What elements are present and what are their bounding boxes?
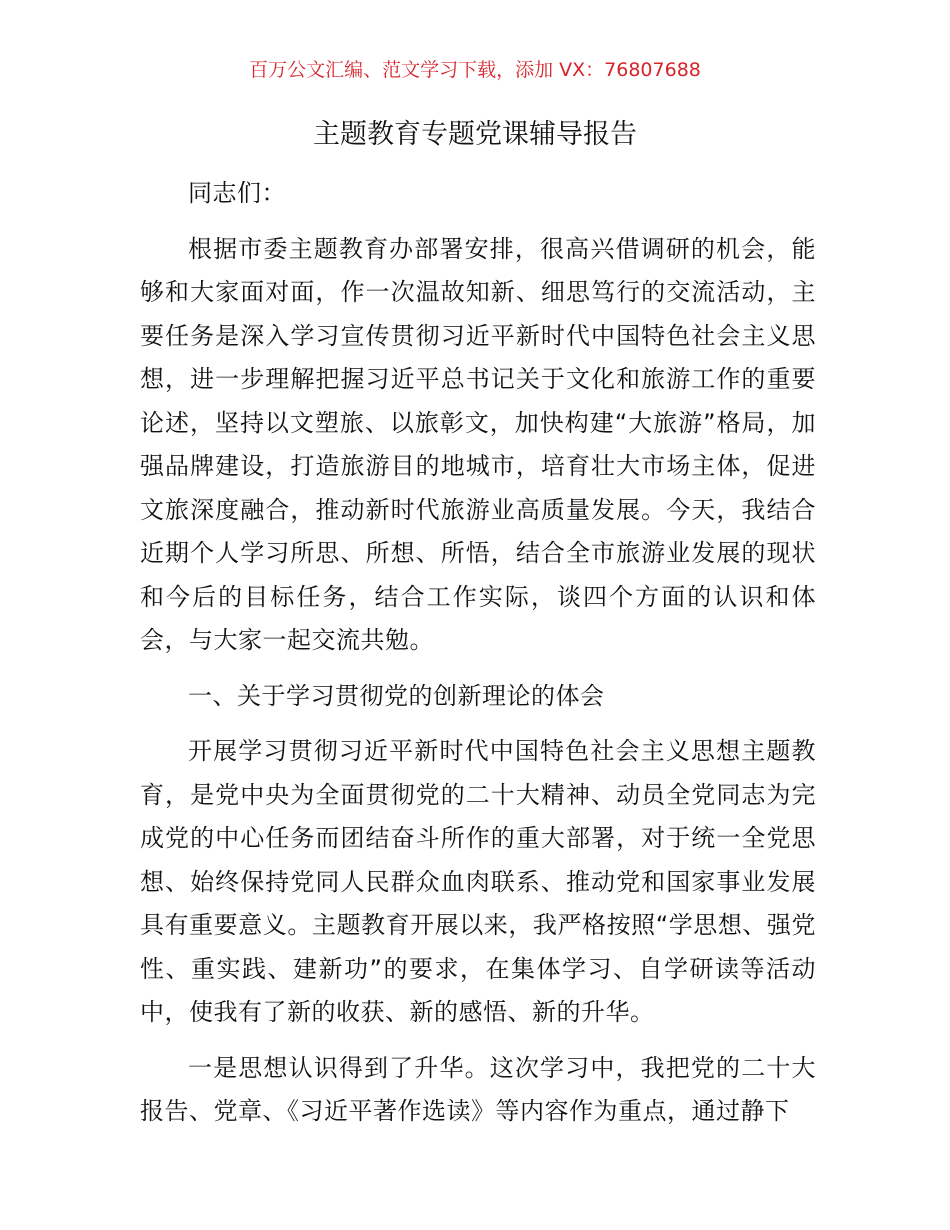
watermark-header: 百万公文汇编、范文学习下载，添加 VX：76807688 [249,59,701,81]
paragraph-point-1: 一是思想认识得到了升华。这次学习中，我把党的二十大报告、党章、《习近平著作选读》等内容作为重点，通过静下 [140,1053,816,1125]
paragraph-intro: 根据市委主题教育办部署安排，很高兴借调研的机会，能够和大家面对面，作一次温故知新、细思笃行的交流活动，主要任务是深入学习宣传贯彻习近平新时代中国特色社会主义思想，进一步理解把握习近平总书记关于文化和旅游工作的重要论述，坚持以文塑旅、以旅彰文，加快构建“大旅游”格局，加强品牌建设，打造旅游目的地城市，培育壮大市场主体，促进文旅深度融合，推动新时代旅游业高质量发展。今天，我结合近期个人学习所思、所想、所悟，结合全市旅游业发展的现状和今后的目标任务，结合工作实际，谈四个方面的认识和体会，与大家一起交流共勉。 [140,234,816,654]
salutation: 同志们： [188,179,286,207]
section-heading-1: 一、关于学习贯彻党的创新理论的体会 [188,681,605,710]
paragraph-section-1: 开展学习贯彻习近平新时代中国特色社会主义思想主题教育，是党中央为全面贯彻党的二十大精神、动员全党同志为完成党的中心任务而团结奋斗所作的重大部署，对于统一全党思想、始终保持党同人民群众血肉联系、推动党和国家事业发展具有重要意义。主题教育开展以来，我严格按照“学思想、强党性、重实践、建新功”的要求，在集体学习、自学研读等活动中，使我有了新的收获、新的感悟、新的升华。 [140,737,816,1026]
document-body [140,172,816,1146]
document-title: 主题教育专题党课辅导报告 [313,119,637,150]
